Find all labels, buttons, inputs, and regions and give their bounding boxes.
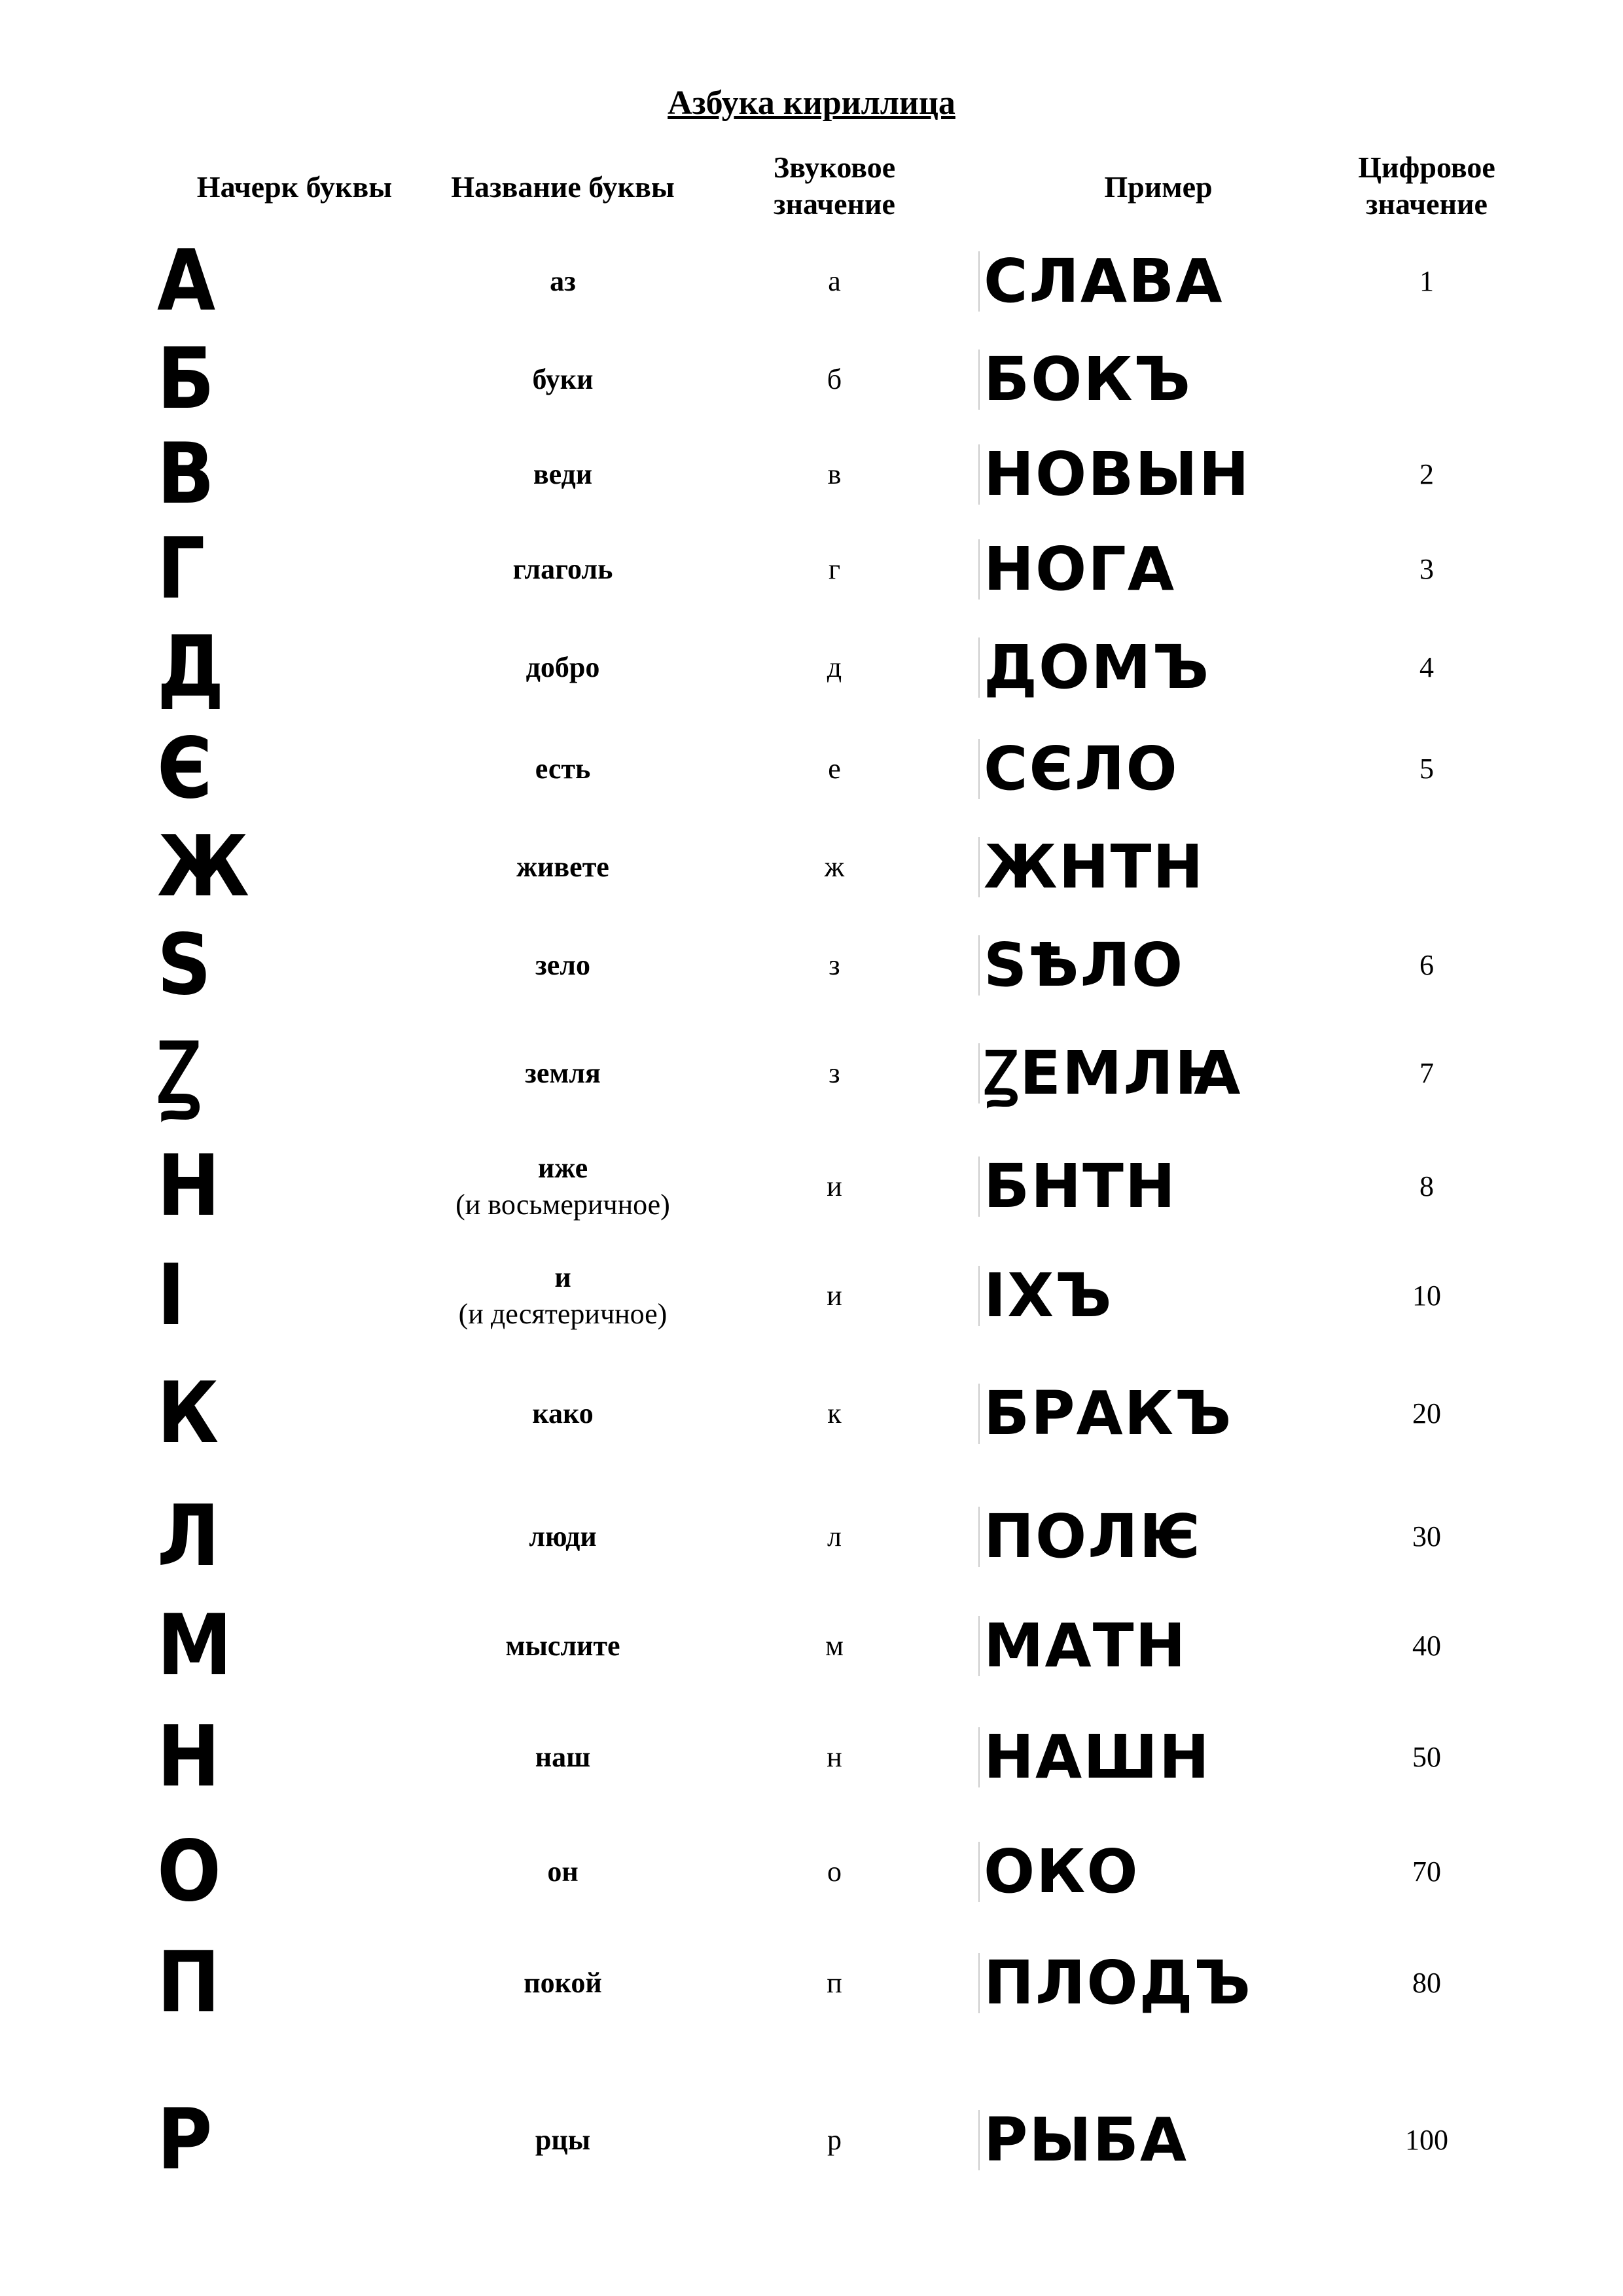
number-cell (1348, 923, 1505, 1008)
table-row (0, 1597, 1623, 1695)
number-cell (1348, 1708, 1505, 1806)
name-cell (406, 828, 720, 906)
header-example-label: Пример (1104, 170, 1213, 204)
sound-value: з (829, 949, 840, 981)
sound-value: и (827, 1280, 842, 1312)
letter-glyph: К (157, 1365, 219, 1462)
numeric-value: 30 (1412, 1520, 1441, 1552)
numeric-value: 7 (1419, 1057, 1434, 1089)
letter-glyph: М (157, 1597, 232, 1695)
numeric-value: 20 (1412, 1397, 1441, 1429)
sound-value: ж (824, 851, 845, 883)
sound-value: з (829, 1057, 840, 1089)
letter-name-note: (и десятеричное) (458, 1298, 668, 1330)
number-cell (1348, 1486, 1505, 1587)
name-cell (406, 2049, 720, 2232)
letter-name: люди (529, 1520, 597, 1552)
name-cell (406, 1352, 720, 1476)
example-cell (978, 1597, 1319, 1695)
letter-glyph: П (157, 1934, 221, 2032)
example-word: БНТН (978, 1157, 1177, 1217)
letter-glyph: Л (157, 1487, 220, 1585)
example-word: СЛАВА (978, 251, 1223, 312)
numeric-value: 8 (1419, 1170, 1434, 1202)
glyph-cell (157, 916, 268, 1014)
sound-cell (759, 242, 910, 321)
header-name-label: Название буквы (451, 170, 675, 204)
name-cell (406, 435, 720, 514)
example-word: ЅѢЛО (978, 935, 1184, 996)
numeric-value: 3 (1419, 553, 1434, 585)
numeric-value: 40 (1412, 1630, 1441, 1662)
sound-cell (759, 828, 910, 906)
sound-cell (759, 1352, 910, 1476)
number-cell (1348, 1352, 1505, 1476)
example-cell (978, 1486, 1319, 1587)
name-cell (406, 1708, 720, 1806)
number-cell (1348, 242, 1505, 321)
example-cell (978, 242, 1319, 321)
sound-cell (759, 1486, 910, 1587)
name-cell (406, 726, 720, 812)
glyph-cell (157, 2049, 268, 2232)
example-word: ПЛОДЪ (978, 1953, 1252, 2013)
letter-name: иже (537, 1151, 588, 1184)
glyph-cell (157, 720, 268, 817)
header-sound-line1: Звуковое (773, 151, 896, 184)
numeric-value: 100 (1405, 2124, 1448, 2156)
sound-cell (759, 1934, 910, 2032)
numeric-value: 2 (1419, 458, 1434, 490)
header-glyph (157, 169, 432, 206)
sound-cell (759, 1024, 910, 1122)
table-row (0, 1247, 1623, 1344)
glyph-cell (157, 1934, 268, 2032)
sound-value: д (827, 651, 842, 683)
sound-cell (759, 1250, 910, 1342)
letter-name: живете (516, 851, 609, 883)
name-cell (406, 1597, 720, 1695)
glyph-cell (157, 1247, 268, 1344)
glyph-cell (157, 520, 268, 618)
table-row (0, 818, 1623, 916)
letter-glyph: Р (157, 2091, 213, 2189)
table-row (0, 619, 1623, 716)
name-cell (406, 340, 720, 419)
letter-glyph: І (157, 1247, 185, 1344)
example-cell (978, 1139, 1319, 1234)
glyph-cell (157, 1139, 268, 1234)
sound-cell (759, 1823, 910, 1921)
letter-glyph: Ѕ (157, 916, 211, 1014)
name-cell (406, 530, 720, 609)
sound-cell (759, 923, 910, 1008)
name-cell (406, 625, 720, 710)
numeric-value: 10 (1412, 1280, 1441, 1312)
example-word: РЫБА (978, 2110, 1188, 2170)
numeric-value: 5 (1419, 753, 1434, 785)
letter-glyph: Г (157, 520, 205, 618)
example-word: НАШН (978, 1727, 1211, 1787)
letter-name: и (554, 1261, 571, 1293)
example-cell (978, 726, 1319, 812)
example-word: СЄЛО (978, 739, 1179, 799)
letter-name: веди (533, 458, 593, 490)
sound-cell (759, 530, 910, 609)
glyph-cell (157, 232, 268, 330)
table-row (0, 1139, 1623, 1234)
header-sound-line2: значение (774, 187, 895, 221)
number-cell (1348, 1139, 1505, 1234)
example-word: ДОМЪ (978, 637, 1210, 698)
example-cell (978, 625, 1319, 710)
example-cell (978, 2049, 1319, 2232)
example-word: НОГА (978, 539, 1175, 600)
example-word: БРАКЪ (978, 1384, 1232, 1444)
example-cell (978, 1708, 1319, 1806)
glyph-cell (157, 1708, 268, 1806)
example-word: НОВЫН (978, 444, 1251, 505)
example-word: ОКО (978, 1842, 1139, 1902)
name-cell (406, 1139, 720, 1234)
letter-name: есть (535, 753, 591, 785)
number-cell (1348, 340, 1505, 419)
letter-name: он (547, 1856, 579, 1888)
table-row (0, 1823, 1623, 1921)
sound-value: н (827, 1741, 842, 1773)
table-row (0, 331, 1623, 428)
name-cell (406, 1486, 720, 1587)
example-word: ꙀЕМЛꙖ (978, 1043, 1241, 1103)
numeric-value: 6 (1419, 949, 1434, 981)
numeric-value: 70 (1412, 1856, 1441, 1888)
glyph-cell (157, 331, 268, 428)
table-row (0, 1352, 1623, 1476)
header-example (1021, 169, 1296, 206)
table-row (0, 425, 1623, 523)
header-glyph-label: Начерк буквы (196, 170, 393, 204)
example-cell (978, 1823, 1319, 1921)
number-cell (1348, 726, 1505, 812)
sound-value: р (827, 2124, 842, 2156)
table-row (0, 520, 1623, 618)
letter-name: рцы (535, 2124, 591, 2156)
name-cell (406, 1934, 720, 2032)
sound-value: о (827, 1856, 842, 1888)
name-cell (406, 923, 720, 1008)
example-cell (978, 340, 1319, 419)
number-cell (1348, 2049, 1505, 2232)
glyph-cell (157, 1823, 268, 1921)
letter-name: покой (524, 1967, 602, 1999)
table-row (0, 916, 1623, 1014)
header-number (1348, 149, 1505, 223)
example-cell (978, 530, 1319, 609)
table-row (0, 1934, 1623, 2032)
numeric-value: 80 (1412, 1967, 1441, 1999)
letter-glyph: Д (157, 619, 224, 716)
sound-value: л (827, 1520, 842, 1552)
example-cell (978, 1024, 1319, 1122)
letter-name: мыслите (505, 1630, 620, 1662)
number-cell (1348, 530, 1505, 609)
numeric-value: 1 (1419, 265, 1434, 297)
number-cell (1348, 1250, 1505, 1342)
letter-name: глаголь (512, 553, 613, 585)
header-number-line1: Цифровое (1358, 151, 1495, 184)
example-word: МАТН (978, 1616, 1187, 1676)
sound-value: а (828, 265, 841, 297)
name-cell (406, 1024, 720, 1122)
letter-name-note: (и восьмеричное) (455, 1188, 670, 1221)
number-cell (1348, 1597, 1505, 1695)
number-cell (1348, 435, 1505, 514)
number-cell (1348, 1024, 1505, 1122)
example-word: ПОЛѤ (978, 1507, 1202, 1567)
glyph-cell (157, 425, 268, 523)
number-cell (1348, 1823, 1505, 1921)
name-cell (406, 1823, 720, 1921)
glyph-cell (157, 1352, 268, 1476)
number-cell (1348, 828, 1505, 906)
sound-value: е (828, 753, 841, 785)
letter-glyph: А (157, 232, 216, 330)
letter-glyph: О (157, 1823, 221, 1920)
example-cell (978, 1352, 1319, 1476)
example-word: ІХЪ (978, 1266, 1113, 1326)
glyph-cell (157, 818, 268, 916)
letter-name: како (532, 1397, 594, 1429)
example-word: ЖНТН (978, 837, 1204, 897)
letter-name: земля (525, 1057, 601, 1089)
sound-cell (759, 435, 910, 514)
letter-name: буки (532, 363, 594, 395)
table-row (0, 1024, 1623, 1122)
glyph-cell (157, 1024, 268, 1122)
sound-value: м (825, 1630, 844, 1662)
example-cell (978, 828, 1319, 906)
sound-cell (759, 2049, 910, 2232)
letter-name: зело (535, 949, 590, 981)
letter-name: аз (550, 265, 576, 297)
example-cell (978, 1250, 1319, 1342)
header-sound (759, 149, 910, 223)
numeric-value: 50 (1412, 1741, 1441, 1773)
sound-value: в (827, 458, 842, 490)
sound-cell (759, 1139, 910, 1234)
number-cell (1348, 1934, 1505, 2032)
letter-glyph: Б (157, 331, 215, 428)
sound-value: б (827, 363, 842, 395)
glyph-cell (157, 619, 268, 716)
sound-cell (759, 726, 910, 812)
table-row (0, 232, 1623, 330)
name-cell (406, 1250, 720, 1342)
table-row (0, 2049, 1623, 2232)
sound-value: к (827, 1397, 842, 1429)
numeric-value: 4 (1419, 651, 1434, 683)
table-row (0, 1486, 1623, 1587)
sound-value: г (828, 553, 841, 585)
letter-glyph: Н (157, 1137, 221, 1235)
table-row (0, 1708, 1623, 1806)
example-word: БОКЪ (978, 350, 1192, 410)
page-title: Азбука кириллица (668, 84, 955, 122)
letter-name: добро (526, 651, 600, 683)
sound-cell (759, 1597, 910, 1695)
example-cell (978, 435, 1319, 514)
header-name (406, 169, 720, 206)
letter-glyph: Є (157, 720, 213, 817)
name-cell (406, 242, 720, 321)
letter-name: наш (535, 1741, 591, 1773)
sound-cell (759, 625, 910, 710)
sound-cell (759, 1708, 910, 1806)
letter-glyph: В (157, 425, 215, 523)
sound-value: п (827, 1967, 842, 1999)
glyph-cell (157, 1486, 268, 1587)
letter-glyph: Ꙁ (157, 1024, 201, 1122)
letter-glyph: Н (157, 1708, 221, 1806)
sound-value: и (827, 1170, 842, 1202)
table-row (0, 720, 1623, 817)
sound-cell (759, 340, 910, 419)
letter-glyph: Ж (157, 818, 250, 916)
glyph-cell (157, 1597, 268, 1695)
example-cell (978, 1934, 1319, 2032)
number-cell (1348, 625, 1505, 710)
header-number-line2: значение (1366, 187, 1488, 221)
example-cell (978, 923, 1319, 1008)
